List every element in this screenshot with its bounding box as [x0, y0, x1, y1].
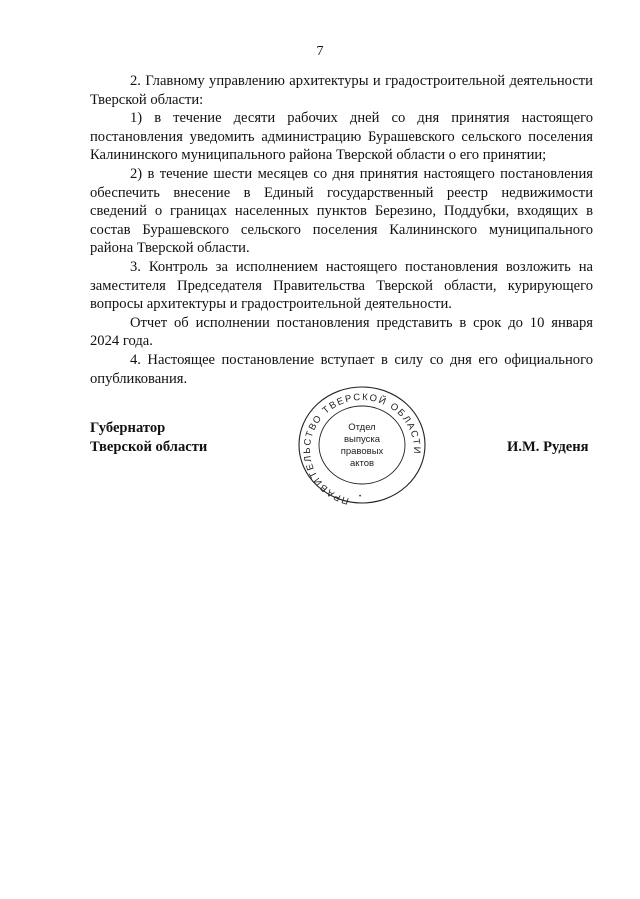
paragraph-3: 3. Контроль за исполнением настоящего постановления возложить на заместителя Председателя Правительства Тверской области, курирующего вопросы архитектуры и градостроительной деятельности.: [90, 258, 593, 313]
signature-title-line1: Губернатор: [90, 420, 166, 436]
document-body: [90, 72, 593, 388]
stamp-center-line-4: актов: [349, 458, 375, 469]
official-stamp: [296, 384, 428, 506]
stamp-center-line-2: выпуска: [343, 434, 381, 445]
paragraph-4: 4. Настоящее постановление вступает в силу со дня его официального опубликования.: [90, 351, 593, 387]
stamp-center-line-1: Отдел: [348, 422, 376, 433]
page-number: 7: [316, 44, 324, 59]
signature-title-line2: Тверской области: [90, 438, 208, 455]
svg-text:•: •: [359, 494, 362, 500]
signature-title: [90, 419, 207, 456]
paragraph-2-1: 1) в течение десяти рабочих дней со дня принятия настоящего постановления уведомить администрацию Бурашевского сельского поселения Калининского муниципального района Тверской области о его принятии;: [90, 110, 593, 164]
signature-name: И.М. Руденя: [507, 439, 589, 455]
paragraph-report: Отчет об исполнении постановления представить в срок до 10 января 2024 года.: [90, 314, 593, 350]
stamp-center-line-3: правовых: [340, 446, 384, 457]
paragraph-2: 2. Главному управлению архитектуры и градостроительной деятельности Тверской области:: [90, 73, 593, 108]
paragraph-2-2: 2) в течение шести месяцев со дня принятия настоящего постановления обеспечить внесение в Единый государственный реестр недвижимости сведений о границах населенных пунктов Березино, Поддубки, входящих в состав Бурашевского сельского поселения Калининского муниципального района Тверской области.: [90, 165, 593, 257]
stamp-ring-text: ПРАВИТЕЛЬСТВО ТВЕРСКОЙ ОБЛАСТИ: [302, 391, 423, 506]
